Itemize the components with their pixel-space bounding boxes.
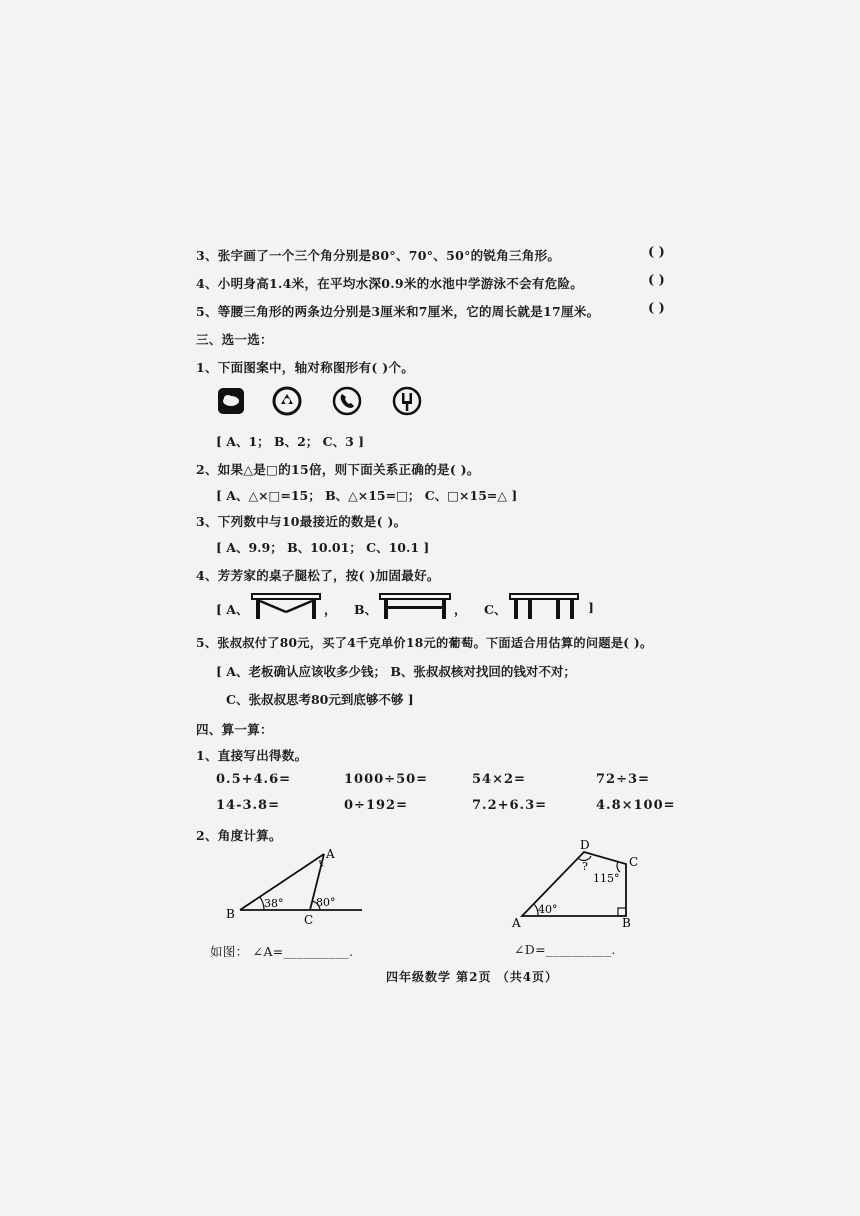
angle-c-label: 115°: [593, 872, 620, 885]
choice-q4-option-b-label: B、: [354, 602, 378, 617]
section-3-title: 三、选一选：: [196, 332, 273, 347]
answer-paren-3[interactable]: ( ): [648, 245, 665, 260]
choice-q2: 2、如果△是□的15倍，则下面关系正确的是( )。: [196, 462, 480, 477]
table-c-icon: [508, 592, 580, 620]
calc-q1: 1、直接写出得数。: [196, 748, 308, 763]
exam-page: [196, 232, 716, 1012]
table-b-icon: [378, 592, 452, 620]
choice-q4-sep-1: ，: [324, 602, 337, 617]
choice-q3-options: [ A、9.9； B、10.01； C、10.1 ]: [216, 540, 430, 555]
angle-c-label: 80°: [316, 896, 336, 909]
quadrilateral-figure-2: [502, 836, 652, 928]
unknown-angle-label: ?: [582, 860, 588, 873]
calc-item: 7.2+6.3=: [472, 798, 548, 813]
choice-q2-options: [ A、△×□=15； B、△×15=□； C、□×15=△ ]: [216, 488, 518, 503]
choice-q4-option-a-label: [ A、: [216, 602, 249, 617]
answer-paren-4[interactable]: ( ): [648, 273, 665, 288]
angle-b-label: 38°: [264, 897, 284, 910]
answer-angle-a[interactable]: 如图： ∠A=__________.: [210, 944, 354, 959]
choice-q1-options: [ A、1； B、2； C、3 ]: [216, 434, 365, 449]
vertex-a-label: A: [512, 916, 521, 928]
calc-item: 14-3.8=: [216, 798, 280, 813]
page-footer: 四年级数学 第2页 （共4页）: [386, 970, 559, 984]
recycle-circle-icon: [272, 386, 302, 416]
table-a-icon: [250, 592, 322, 620]
vertex-c-label: C: [629, 855, 639, 869]
choice-q4-sep-2: ，: [454, 602, 467, 617]
cloud-square-icon: [216, 386, 246, 416]
angle-a-label: 40°: [538, 903, 558, 916]
vertex-b-label: B: [226, 907, 235, 921]
choice-q3: 3、下列数中与10最接近的数是( )。: [196, 514, 407, 529]
calc-item: 4.8×100=: [596, 798, 676, 813]
calc-item: 54×2=: [472, 772, 526, 787]
section-4-title: 四、算一算：: [196, 722, 273, 737]
vertex-b-label: B: [622, 916, 631, 928]
choice-q5-options-1: [ A、老板确认应该收多少钱； B、张叔叔核对找回的钱对不对；: [216, 664, 576, 679]
choice-q4-end: ]: [588, 600, 594, 615]
calc-q2: 2、角度计算。: [196, 828, 282, 843]
fork-circle-icon: [392, 386, 422, 416]
choice-q4: 4、芳芳家的桌子腿松了，按( )加固最好。: [196, 568, 440, 583]
choice-q1: 1、下面图案中，轴对称图形有( )个。: [196, 360, 415, 375]
calc-item: 1000÷50=: [344, 772, 429, 787]
judge-item-4: 4、小明身高1.4米，在平均水深0.9米的水池中学游泳不会有危险。: [196, 276, 584, 291]
choice-q4-option-c-label: C、: [484, 602, 507, 617]
calc-item: 0÷192=: [344, 798, 408, 813]
judge-item-5: 5、等腰三角形的两条边分别是3厘米和7厘米，它的周长就是17厘米。: [196, 304, 600, 319]
phone-circle-icon: [332, 386, 362, 416]
vertex-a-label: A: [326, 847, 335, 861]
choice-q5: 5、张叔叔付了80元，买了4千克单价18元的葡萄。下面适合用估算的问题是( )。: [196, 636, 653, 650]
triangle-figure-1: [220, 844, 370, 924]
vertex-d-label: D: [580, 838, 590, 852]
calc-item: 72÷3=: [596, 772, 650, 787]
choice-q5-options-2: C、张叔叔思考80元到底够不够 ]: [226, 692, 414, 707]
calc-item: 0.5+4.6=: [216, 772, 292, 787]
answer-angle-d[interactable]: ∠D=__________.: [514, 942, 616, 957]
judge-item-3: 3、张宇画了一个三个角分别是80°、70°、50°的锐角三角形。: [196, 248, 561, 263]
answer-paren-5[interactable]: ( ): [648, 301, 665, 316]
vertex-c-label: C: [304, 913, 314, 924]
